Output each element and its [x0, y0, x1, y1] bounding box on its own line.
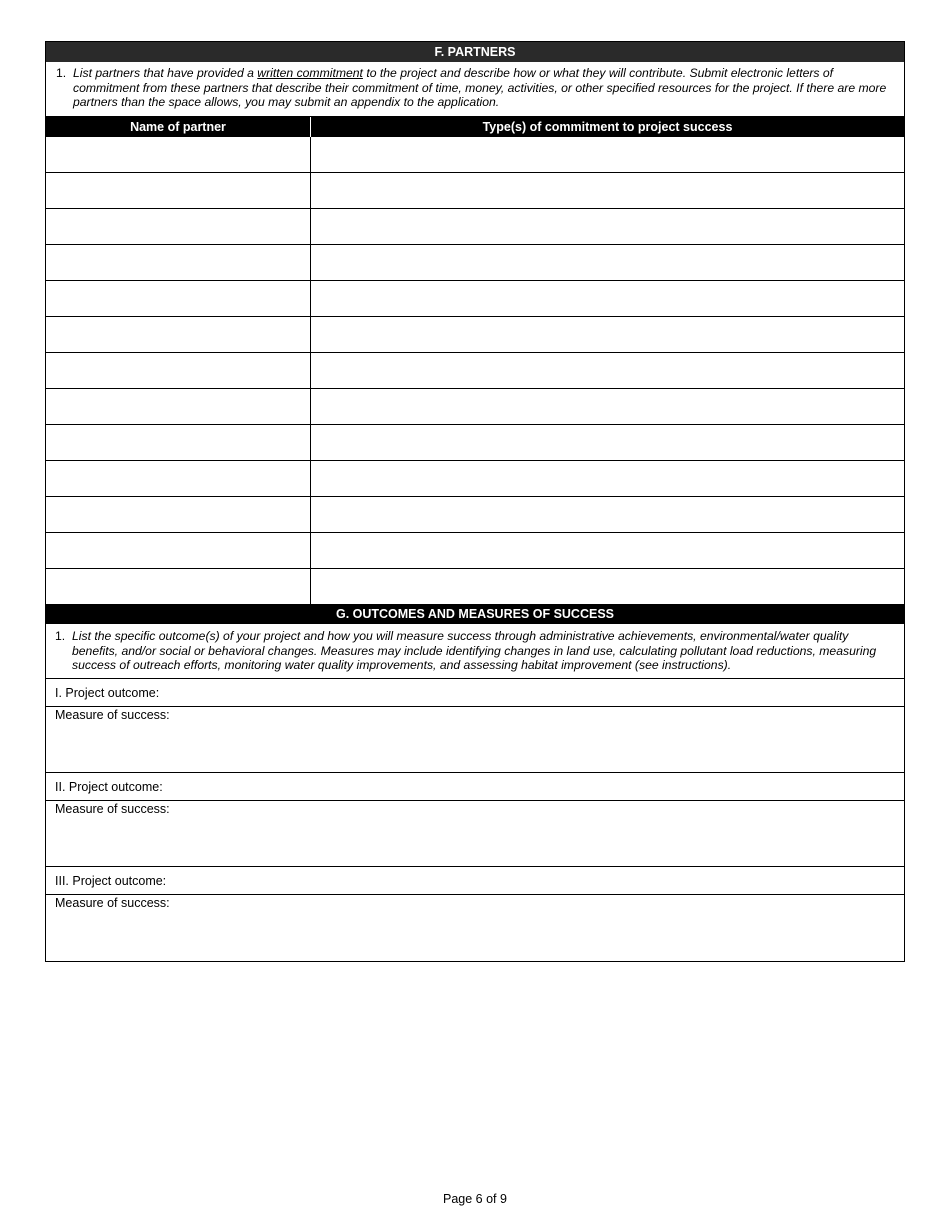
commitment-cell[interactable] [311, 173, 904, 209]
commitment-cell[interactable] [311, 533, 904, 569]
instruction-number: 1. [56, 66, 67, 80]
commitment-cell[interactable] [311, 353, 904, 389]
commitment-cell[interactable] [311, 461, 904, 497]
instruction-underlined: written commitment [257, 66, 363, 80]
section-f-header: F. PARTNERS [46, 42, 904, 62]
commitment-cell[interactable] [311, 245, 904, 281]
commitment-cell[interactable] [311, 497, 904, 533]
commitment-cell[interactable] [311, 425, 904, 461]
instruction-number: 1. [55, 628, 66, 643]
measure-of-success-field[interactable]: Measure of success: [46, 707, 904, 773]
project-outcome-field[interactable]: III. Project outcome: [46, 867, 904, 895]
project-outcome-field[interactable]: I. Project outcome: [46, 679, 904, 707]
partners-table [46, 117, 904, 604]
partner-name-header: Name of partner [46, 117, 311, 137]
partner-name-cell[interactable] [46, 317, 311, 353]
section-g-instruction [46, 624, 904, 679]
partner-name-cell[interactable] [46, 425, 311, 461]
page-number: Page 6 of 9 [443, 1192, 507, 1206]
section-f-instruction [46, 62, 904, 117]
partner-name-cell[interactable] [46, 281, 311, 317]
partner-name-cell[interactable] [46, 353, 311, 389]
commitment-header: Type(s) of commitment to project success [311, 117, 904, 137]
measure-of-success-field[interactable]: Measure of success: [46, 801, 904, 867]
commitment-cell[interactable] [311, 209, 904, 245]
partner-name-cell[interactable] [46, 497, 311, 533]
instruction-text-after: to the project and describe how or what they will contribute. Submit electronic letters of commitment from these partners that describe their commitment of time, money, activities, or other specified resources for the project. If there are more partners than the space allows, you may submit an appendix to the application. [73, 66, 887, 110]
partner-name-cell[interactable] [46, 245, 311, 281]
partner-name-cell[interactable] [46, 137, 311, 173]
project-outcome-field[interactable]: II. Project outcome: [46, 773, 904, 801]
partner-name-cell[interactable] [46, 461, 311, 497]
partner-name-cell[interactable] [46, 209, 311, 245]
partner-name-cell[interactable] [46, 533, 311, 569]
commitment-cell[interactable] [311, 569, 904, 604]
commitment-cell[interactable] [311, 137, 904, 173]
partner-name-cell[interactable] [46, 389, 311, 425]
partner-name-cell[interactable] [46, 569, 311, 604]
section-g-header: G. OUTCOMES AND MEASURES OF SUCCESS [46, 604, 904, 624]
instruction-text-before: List partners that have provided a [73, 66, 258, 80]
application-form [45, 41, 905, 962]
commitment-cell[interactable] [311, 389, 904, 425]
commitment-cell[interactable] [311, 281, 904, 317]
instruction-text: List the specific outcome(s) of your project and how you will measure success through administrative achievements, environmental/water quality benefits, and/or social or behavioral changes. Measures may include identifying changes in land use, calculating pollutant load reductions, measuring success of outreach efforts, monitoring water quality improvements, and assessing habitat improvement (see instructions). [72, 628, 877, 673]
measure-of-success-field[interactable]: Measure of success: [55, 896, 170, 911]
partner-name-cell[interactable] [46, 173, 311, 209]
commitment-cell[interactable] [311, 317, 904, 353]
